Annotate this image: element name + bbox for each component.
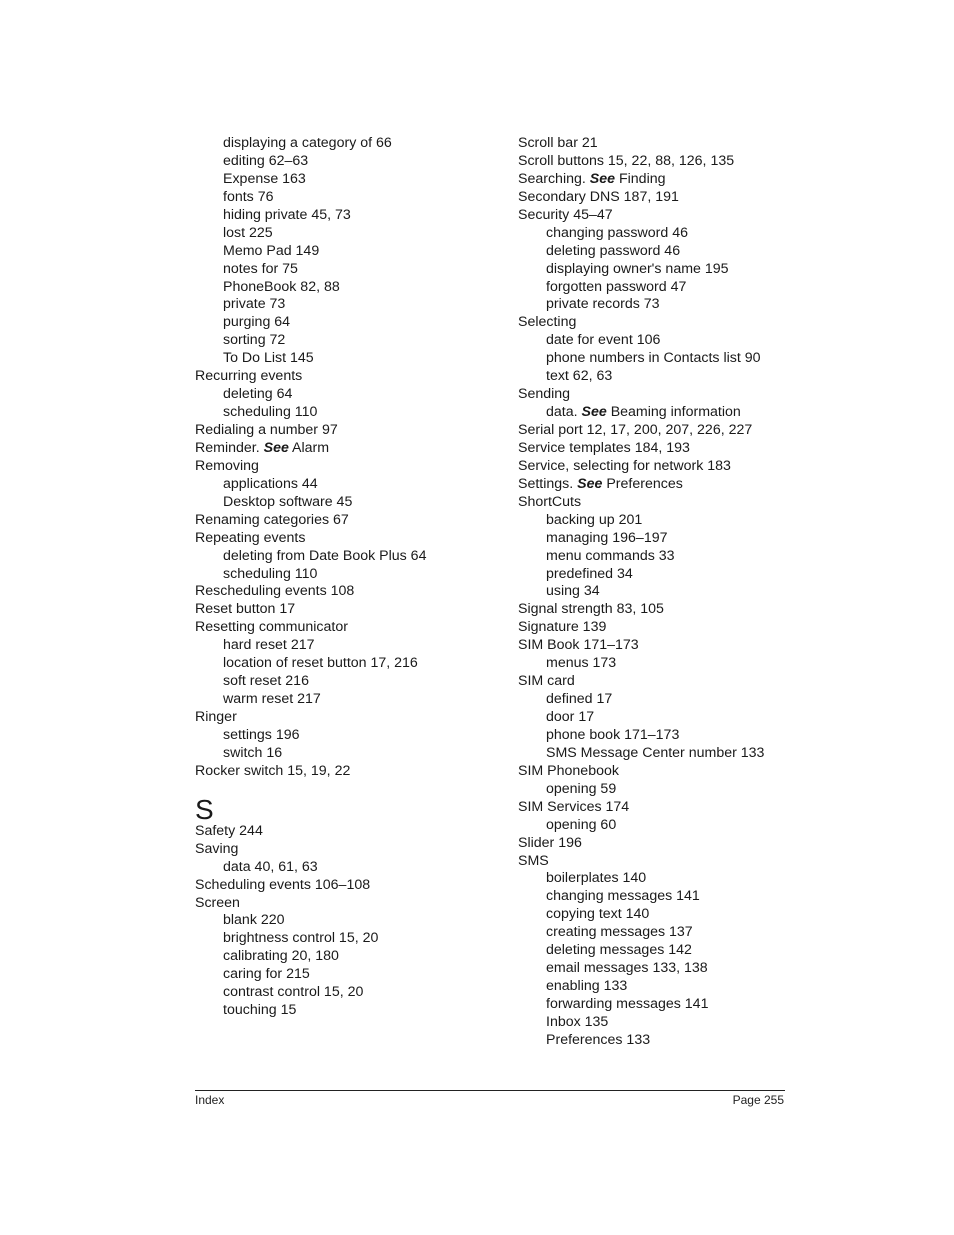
index-entry: SIM Book 171–173 [518, 637, 639, 654]
index-subentry: purging 64 [223, 314, 291, 331]
index-subentry: using 34 [546, 583, 600, 600]
index-subentry: copying text 140 [546, 906, 650, 923]
index-subentry: scheduling 110 [223, 404, 318, 421]
index-subentry: editing 62–63 [223, 152, 309, 169]
see-reference: See [577, 475, 603, 492]
index-subentry: data 40, 61, 63 [223, 858, 318, 875]
index-entry: Signature 139 [518, 619, 607, 636]
index-entry: Sending [518, 386, 571, 403]
index-entry: Secondary DNS 187, 191 [518, 188, 679, 205]
entry-text: data. [546, 404, 582, 421]
index-subentry: fonts 76 [223, 188, 274, 205]
index-entry: Security 45–47 [518, 206, 613, 223]
see-reference: See [263, 439, 289, 456]
index-subentry: sorting 72 [223, 332, 286, 349]
index-entry: Serial port 12, 17, 200, 207, 226, 227 [518, 422, 753, 438]
index-subentry: deleting from Date Book Plus 64 [223, 547, 427, 564]
index-subentry: brightness control 15, 20 [223, 930, 379, 947]
index-entry: Reset button 17 [195, 601, 296, 618]
index-entry: Recurring events [195, 368, 303, 385]
footer-page-number: Page 255 [732, 1093, 784, 1107]
index-entry: Scheduling events 106–108 [195, 876, 371, 893]
see-target: Preferences [602, 475, 683, 492]
index-subentry: Expense 163 [223, 170, 306, 187]
index-column-left [195, 135, 495, 1020]
index-subentry: phone book 171–173 [546, 726, 680, 743]
index-subentry: changing messages 141 [546, 888, 700, 905]
index-subentry: deleting password 46 [546, 242, 681, 259]
index-subentry: Desktop software 45 [223, 493, 353, 510]
index-subentry: opening 59 [546, 780, 617, 797]
index-subentry: menu commands 33 [546, 547, 675, 564]
index-subentry: forgotten password 47 [546, 278, 687, 295]
index-subentry: contrast control 15, 20 [223, 984, 364, 1001]
index-entry: Screen [195, 894, 240, 911]
section-letter-heading: S [195, 793, 214, 825]
index-subentry: creating messages 137 [546, 924, 693, 941]
index-subentry: opening 60 [546, 816, 617, 833]
index-entry: Resetting communicator [195, 619, 348, 636]
index-subentry: scheduling 110 [223, 565, 318, 582]
index-subentry: displaying owner's name 195 [546, 260, 729, 277]
index-entry: Scroll bar 21 [518, 135, 598, 151]
index-entry: Removing [195, 457, 259, 474]
see-target: Alarm [288, 439, 330, 456]
index-subentry: settings 196 [223, 726, 300, 743]
see-reference: See [581, 404, 607, 421]
index-subentry: private records 73 [546, 296, 660, 313]
index-subentry: caring for 215 [223, 966, 310, 983]
index-entry: ShortCuts [518, 493, 582, 510]
index-subentry: managing 196–197 [546, 529, 668, 546]
index-subentry: warm reset 217 [223, 691, 321, 708]
index-subentry: touching 15 [223, 1002, 297, 1019]
footer-rule [195, 1090, 785, 1091]
index-subentry: forwarding messages 141 [546, 996, 709, 1012]
entry-text: Settings. [518, 475, 578, 492]
index-entry: SMS [518, 852, 549, 869]
index-entry: Repeating events [195, 529, 306, 546]
index-subentry: hard reset 217 [223, 637, 315, 654]
index-entry: Slider 196 [518, 834, 582, 851]
index-subentry: defined 17 [546, 691, 613, 708]
index-subentry: switch 16 [223, 744, 283, 761]
index-subentry: applications 44 [223, 475, 318, 492]
see-target: Finding [615, 170, 666, 187]
index-subentry: Inbox 135 [546, 1013, 609, 1030]
index-subentry: date for event 106 [546, 332, 661, 349]
index-entry [518, 171, 798, 189]
index-subentry: text 62, 63 [546, 368, 613, 385]
index-column-right [518, 135, 798, 1050]
index-subentry: soft reset 216 [223, 673, 309, 690]
index-subentry: enabling 133 [546, 978, 628, 995]
see-reference: See [589, 170, 616, 187]
index-subentry: location of reset button 17, 216 [223, 655, 418, 672]
entry-text: Searching. [518, 170, 590, 187]
index-entry: Rocker switch 15, 19, 22 [195, 762, 351, 779]
index-subentry: predefined 34 [546, 565, 633, 582]
index-entry: SIM Services 174 [518, 798, 630, 815]
see-target: Beaming information [606, 404, 741, 421]
index-entry: Ringer [195, 709, 237, 725]
index-entry [518, 476, 798, 494]
footer-section-label: Index [195, 1093, 225, 1107]
index-entry: Saving [195, 840, 239, 857]
index-subentry: changing password 46 [546, 224, 688, 241]
index-entry [195, 440, 495, 458]
index-subentry: PhoneBook 82, 88 [223, 278, 340, 295]
index-subentry: calibrating 20, 180 [223, 948, 339, 965]
index-subentry: door 17 [546, 709, 595, 725]
index-subentry: phone numbers in Contacts list 90 [546, 350, 761, 367]
index-subentry: deleting 64 [223, 386, 293, 403]
index-subentry: lost 225 [223, 224, 273, 241]
index-subentry: menus 173 [546, 655, 617, 672]
index-subentry: blank 220 [223, 912, 285, 929]
index-subentry: private 73 [223, 296, 286, 313]
index-subentry: To Do List 145 [223, 350, 314, 367]
index-subentry: displaying a category of 66 [223, 135, 392, 151]
index-subentry: SMS Message Center number 133 [546, 744, 765, 761]
index-subentry: boilerplates 140 [546, 870, 647, 887]
index-subentry: email messages 133, 138 [546, 960, 708, 977]
index-entry: Redialing a number 97 [195, 422, 338, 438]
index-subentry: deleting messages 142 [546, 942, 692, 959]
index-entry: Safety 244 [195, 822, 263, 839]
index-subentry: hiding private 45, 73 [223, 206, 351, 223]
index-entry: Service, selecting for network 183 [518, 457, 731, 474]
index-entry: Scroll buttons 15, 22, 88, 126, 135 [518, 152, 735, 169]
index-entry: Service templates 184, 193 [518, 439, 690, 456]
entry-text: Reminder. [195, 439, 264, 456]
index-entry: SIM card [518, 673, 575, 690]
index-entry: Selecting [518, 314, 577, 331]
index-subentry: backing up 201 [546, 511, 643, 528]
index-entry: Signal strength 83, 105 [518, 601, 664, 618]
index-entry: Rescheduling events 108 [195, 583, 355, 600]
index-subentry: Preferences 133 [546, 1031, 651, 1048]
index-entry: Renaming categories 67 [195, 511, 349, 528]
index-entry: SIM Phonebook [518, 762, 619, 779]
index-subentry: Memo Pad 149 [223, 242, 320, 259]
index-subentry: notes for 75 [223, 260, 298, 277]
index-subentry [518, 404, 798, 422]
